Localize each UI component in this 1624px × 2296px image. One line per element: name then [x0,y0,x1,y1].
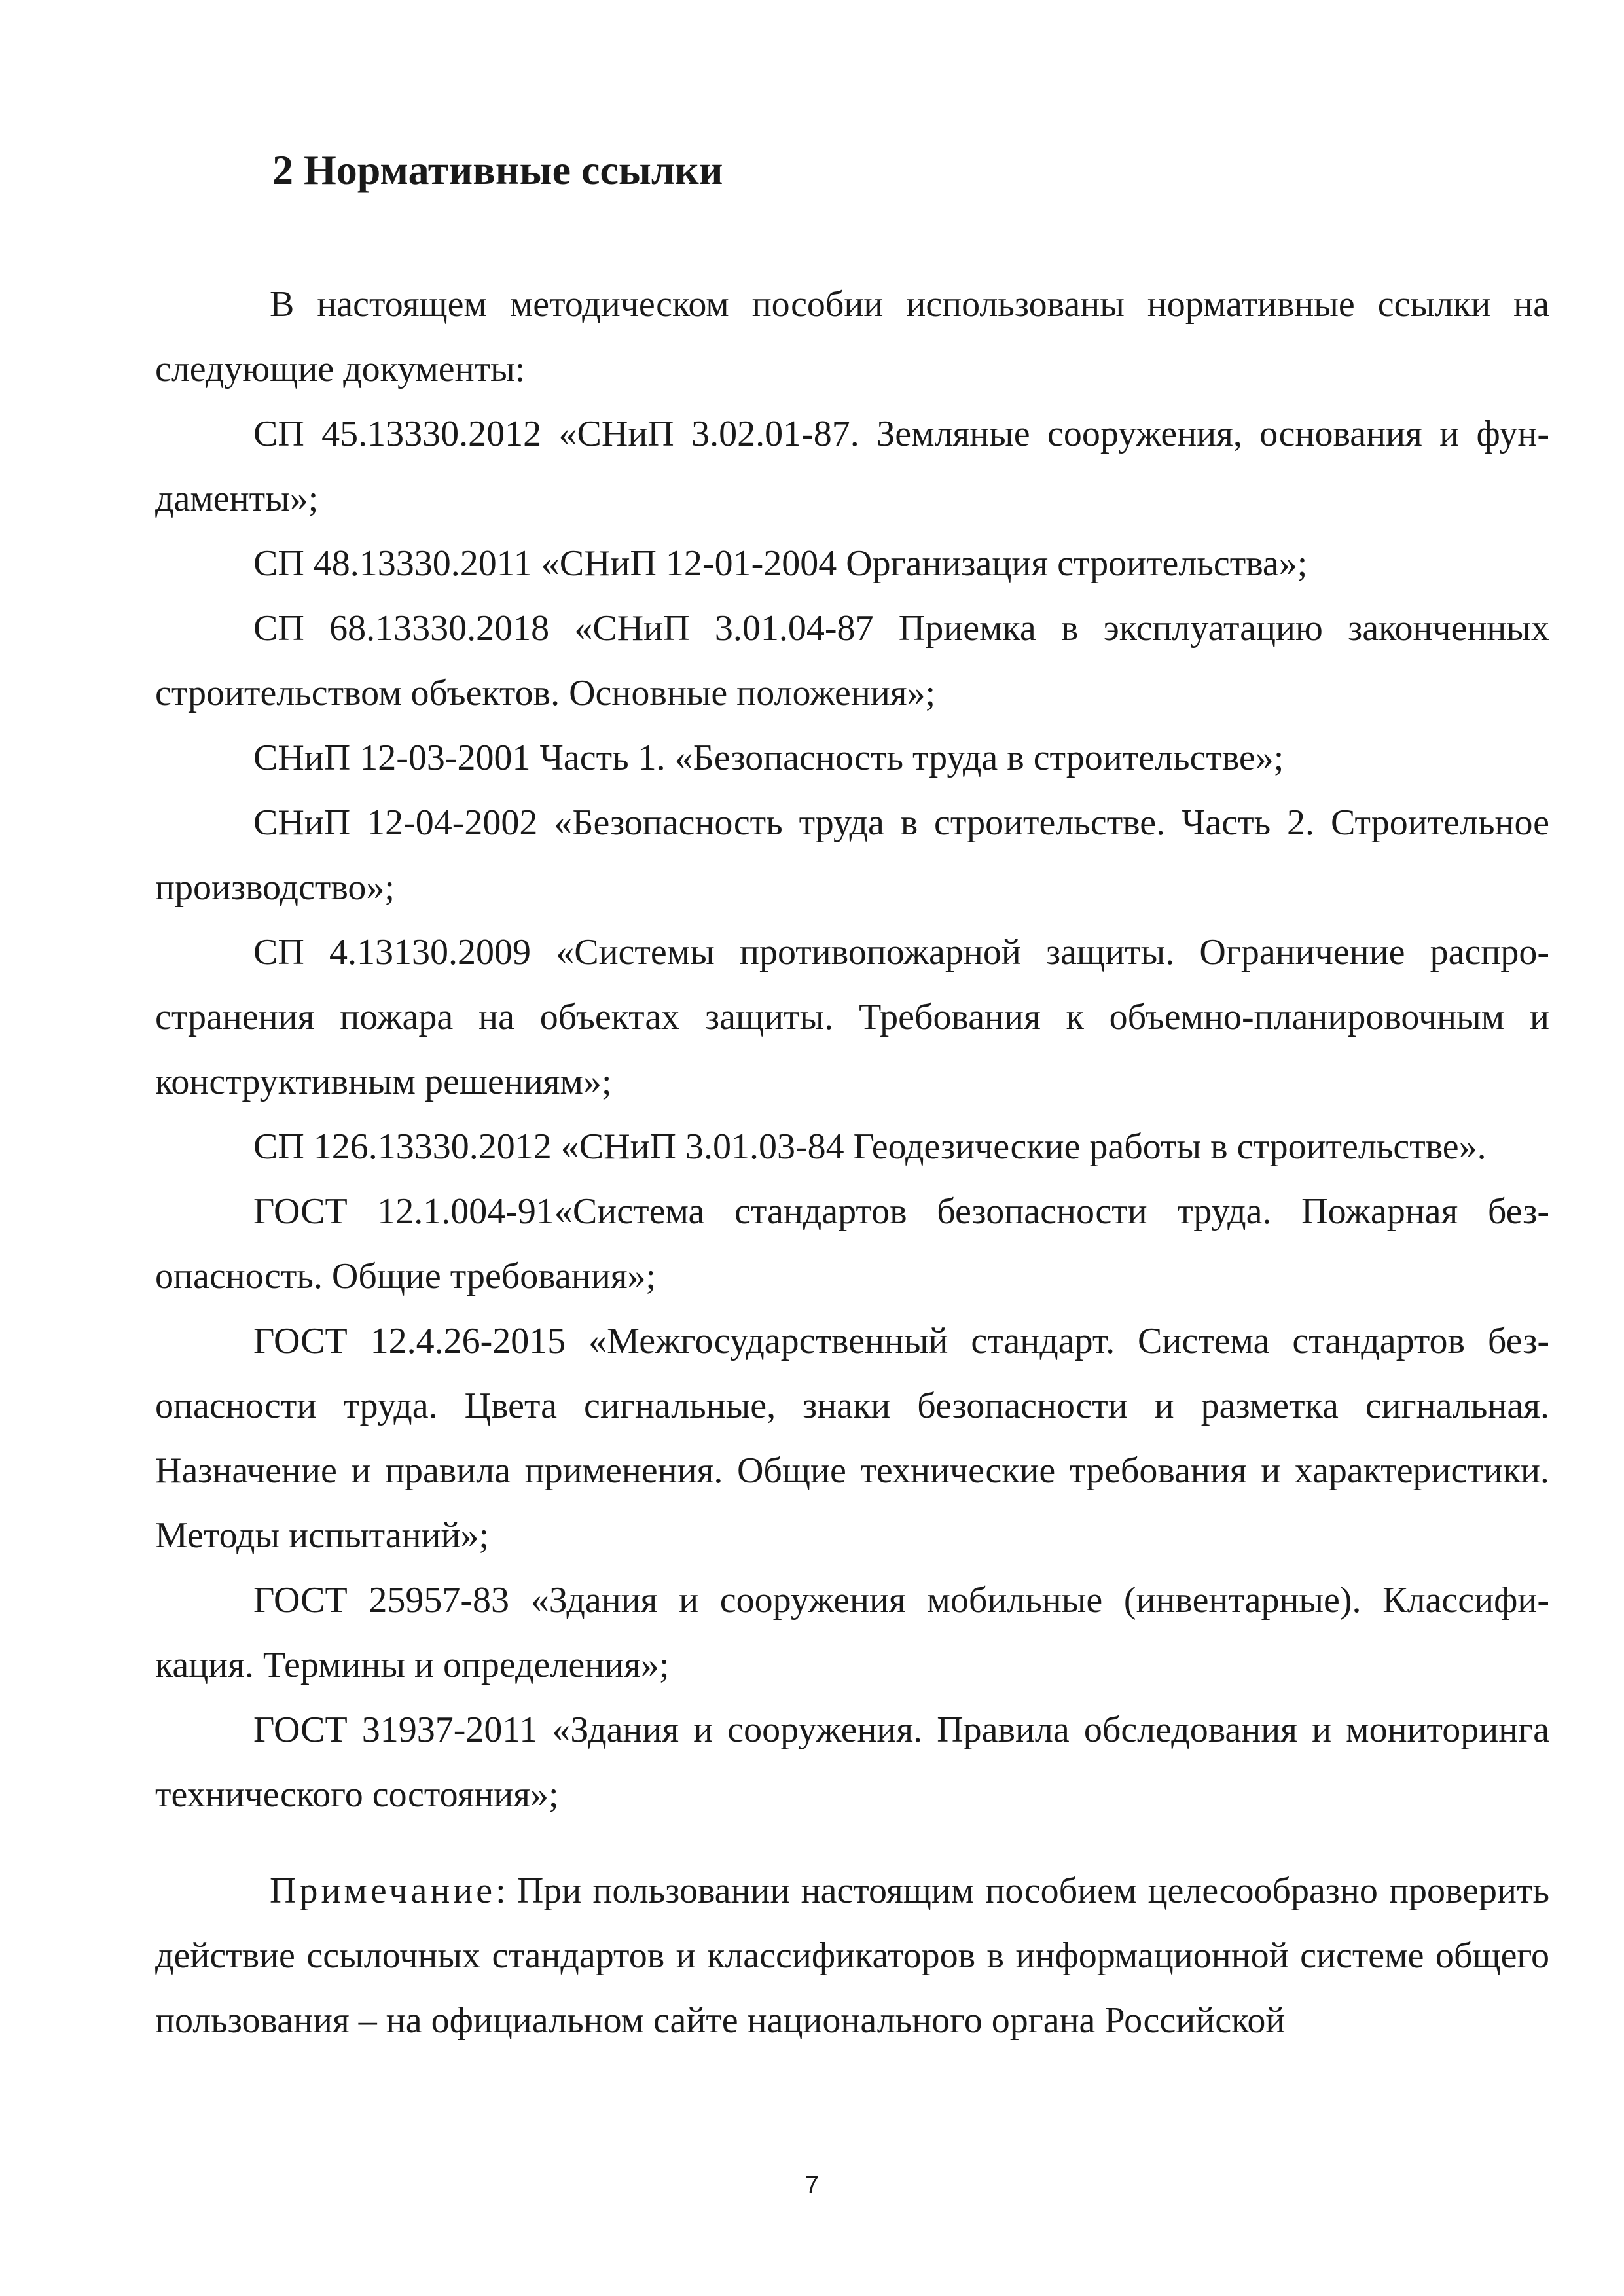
note-label: Примечание [270,1871,496,1911]
reference-item: ГОСТ 31937-2011 «Здания и сооружения. Правила обследования и мониторинга технического состояния»; [155,1710,1549,1815]
reference-item: СП 126.13330.2012 «СНиП 3.01.03-84 Геодезические работы в строительстве». [253,1126,1487,1167]
reference-item: СП 4.13130.2009 «Системы противопожарной защиты. Ограничение распространения пожара на объектах защиты. Требования к объемно-планировочным и конструктивным решениям»; [155,932,1549,1102]
reference-item: ГОСТ 25957-83 «Здания и сооружения мобильные (инвентарные). Классификация. Термины и определения»; [155,1580,1549,1685]
section-heading: 2 Нормативные ссылки [272,147,723,193]
reference-item: ГОСТ 12.4.26-2015 «Межгосударственный стандарт. Система стандартов безопасности труда. Цвета сигнальные, знаки безопасности и разметка сигнальная. Назначение и правила применения. Общие технические требования и характеристики. Методы испытаний»; [155,1321,1549,1556]
reference-item: ГОСТ 12.1.004-91«Система стандартов безопасности труда. Пожарная безопасность. Общие требования»; [155,1191,1549,1297]
note-text: : При пользовании настоящим пособием целесообразно проверить действие ссылочных стандартов и классификаторов в информационной системе общего пользования – на официальном сайте национального органа Российской [155,1871,1549,2041]
reference-item: СНиП 12-03-2001 Часть 1. «Безопасность труда в строительстве»; [253,738,1284,778]
reference-item: СП 45.13330.2012 «СНиП 3.02.01-87. Земляные сооружения, основания и фундаменты»; [155,414,1549,519]
reference-item: СП 68.13330.2018 «СНиП 3.01.04-87 Приемка в эксплуатацию законченных строительством объектов. Основные положения»; [155,608,1549,713]
reference-item: СП 48.13330.2011 «СНиП 12-01-2004 Организация строительства»; [253,543,1308,584]
page-number: 7 [804,2172,820,2199]
note-paragraph [155,1859,1549,2053]
intro-paragraph: В настоящем методическом пособии использованы нормативные ссылки на следующие документы: [155,284,1549,389]
section-body [155,272,1549,2053]
reference-item: СНиП 12-04-2002 «Безопасность труда в строительстве. Часть 2. Строительное производство»; [155,802,1549,908]
